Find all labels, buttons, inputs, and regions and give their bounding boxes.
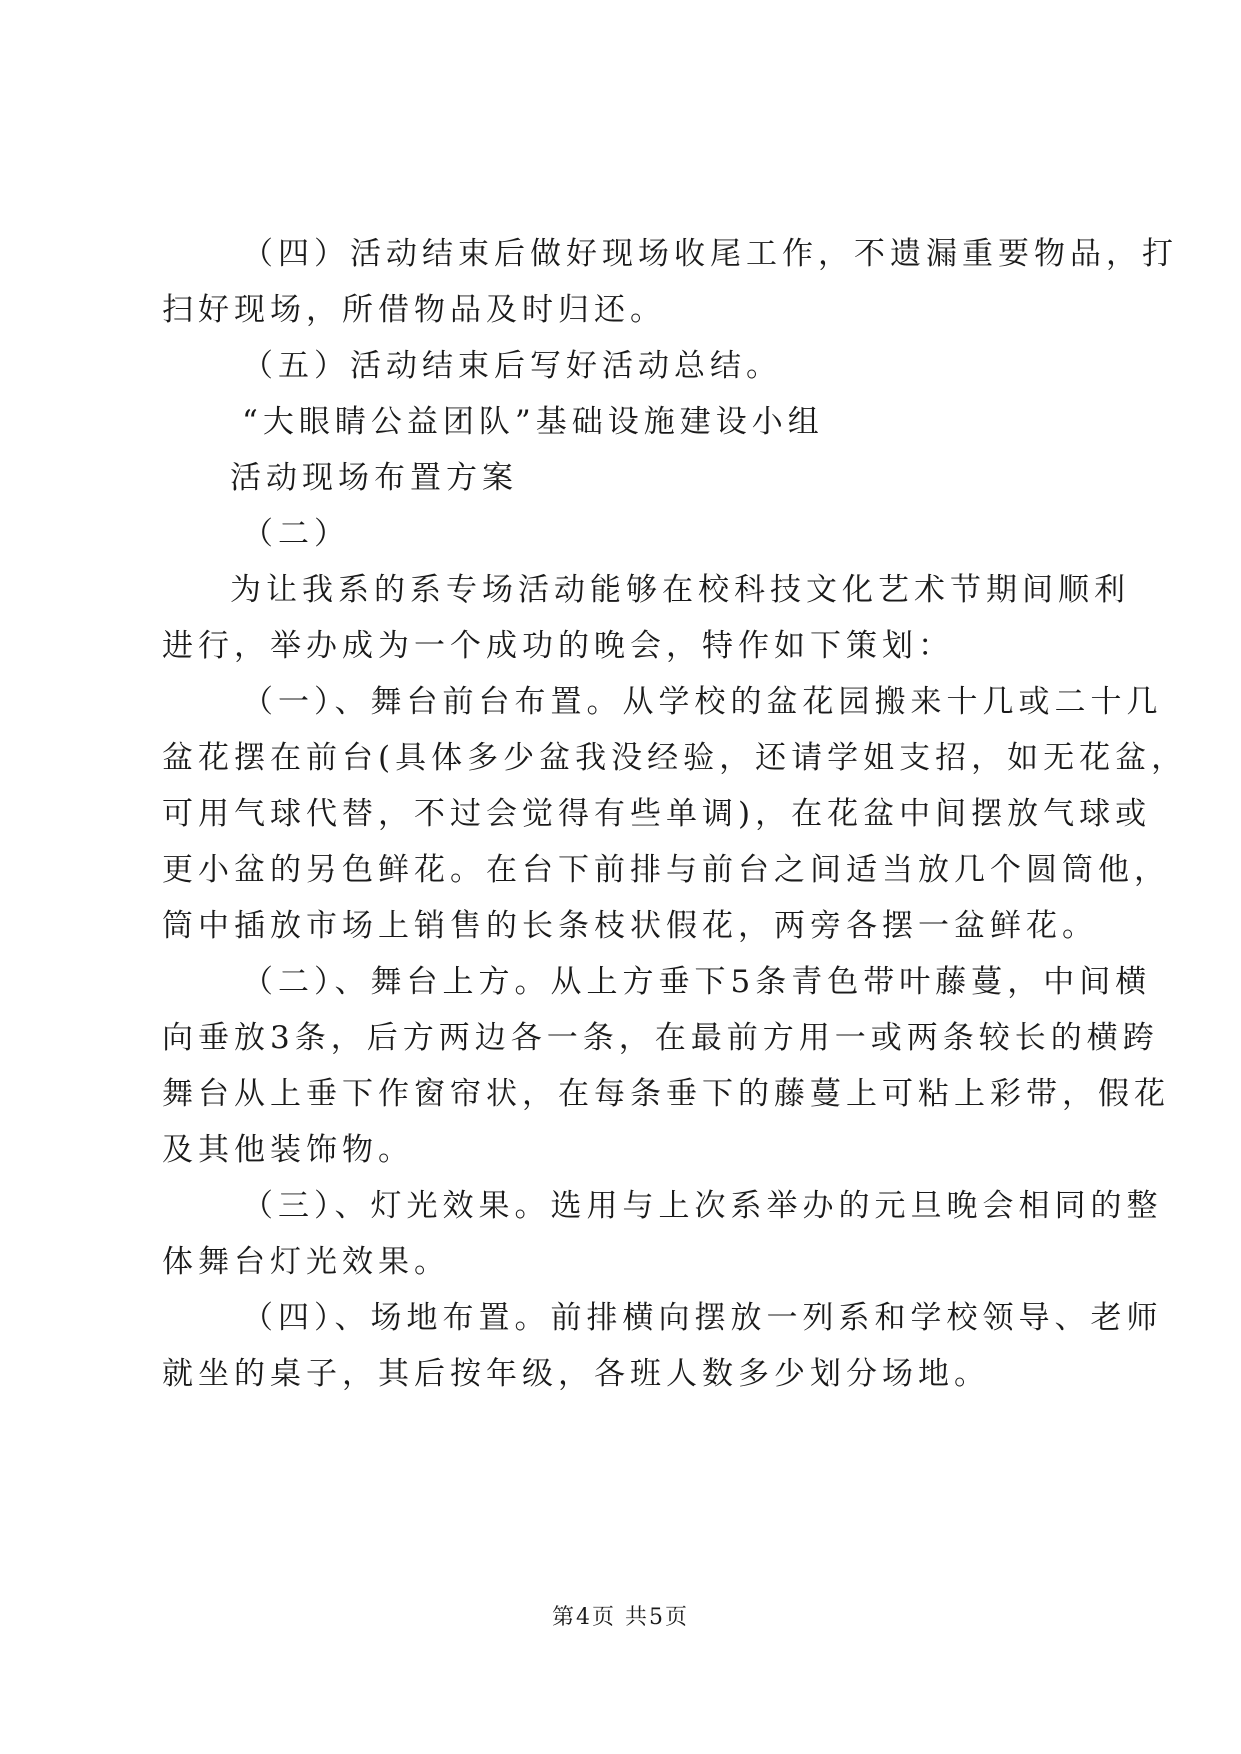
text-line: 盆花摆在前台(具体多少盆我没经验，还请学姐支招，如无花盆，	[162, 740, 1188, 776]
text-line: 舞台从上垂下作窗帘状，在每条垂下的藤蔓上可粘上彩带，假花	[162, 1076, 1170, 1112]
paragraph-stage-front	[162, 674, 1188, 954]
paragraph-stage-top	[162, 954, 1170, 1178]
text-line: （四）、场地布置。前排横向摆放一列系和学校领导、老师	[242, 1300, 1163, 1336]
text-line: “大眼睛公益团队”基础设施建设小组	[242, 404, 824, 440]
paragraph-venue	[162, 1290, 1163, 1402]
text-line: 就坐的桌子，其后按年级，各班人数多少划分场地。	[162, 1356, 990, 1392]
text-line: 更小盆的另色鲜花。在台下前排与前台之间适当放几个圆筒他，	[162, 852, 1170, 888]
text-line: 为让我系的系专场活动能够在校科技文化艺术节期间顺利	[230, 572, 1130, 608]
text-line: 可用气球代替，不过会觉得有些单调)，在花盆中间摆放气球或	[162, 796, 1152, 832]
text-line: 及其他装饰物。	[162, 1132, 414, 1168]
paragraph-section-number	[162, 506, 1092, 562]
text-line: 体舞台灯光效果。	[162, 1244, 450, 1280]
paragraph-lighting	[162, 1178, 1163, 1290]
text-line: 扫好现场，所借物品及时归还。	[162, 292, 666, 328]
section-number: （二）	[242, 516, 350, 552]
text-line: （四）活动结束后做好现场收尾工作，不遗漏重要物品，打	[242, 236, 1178, 272]
section-title: 活动现场布置方案	[230, 460, 518, 496]
text-line: （二）、舞台上方。从上方垂下5条青色带叶藤蔓，中间横	[242, 964, 1152, 1000]
paragraph-section-title	[162, 450, 1092, 506]
text-line: （三）、灯光效果。选用与上次系举办的元旦晚会相同的整	[242, 1188, 1163, 1224]
paragraph-intro	[162, 562, 1130, 674]
document-body	[162, 226, 1188, 1402]
page-number-footer: 第4页 共5页	[552, 1605, 689, 1630]
paragraph-team-name	[162, 394, 1092, 450]
paragraph-cleanup	[162, 226, 1178, 338]
text-line: 筒中插放市场上销售的长条枝状假花，两旁各摆一盆鲜花。	[162, 908, 1098, 944]
text-line: 进行，举办成为一个成功的晚会，特作如下策划：	[162, 628, 954, 664]
text-line: 向垂放3条，后方两边各一条，在最前方用一或两条较长的横跨	[162, 1020, 1159, 1056]
paragraph-summary	[162, 338, 1092, 394]
text-line: （五）活动结束后写好活动总结。	[242, 348, 782, 384]
text-line: （一）、舞台前台布置。从学校的盆花园搬来十几或二十几	[242, 684, 1163, 720]
